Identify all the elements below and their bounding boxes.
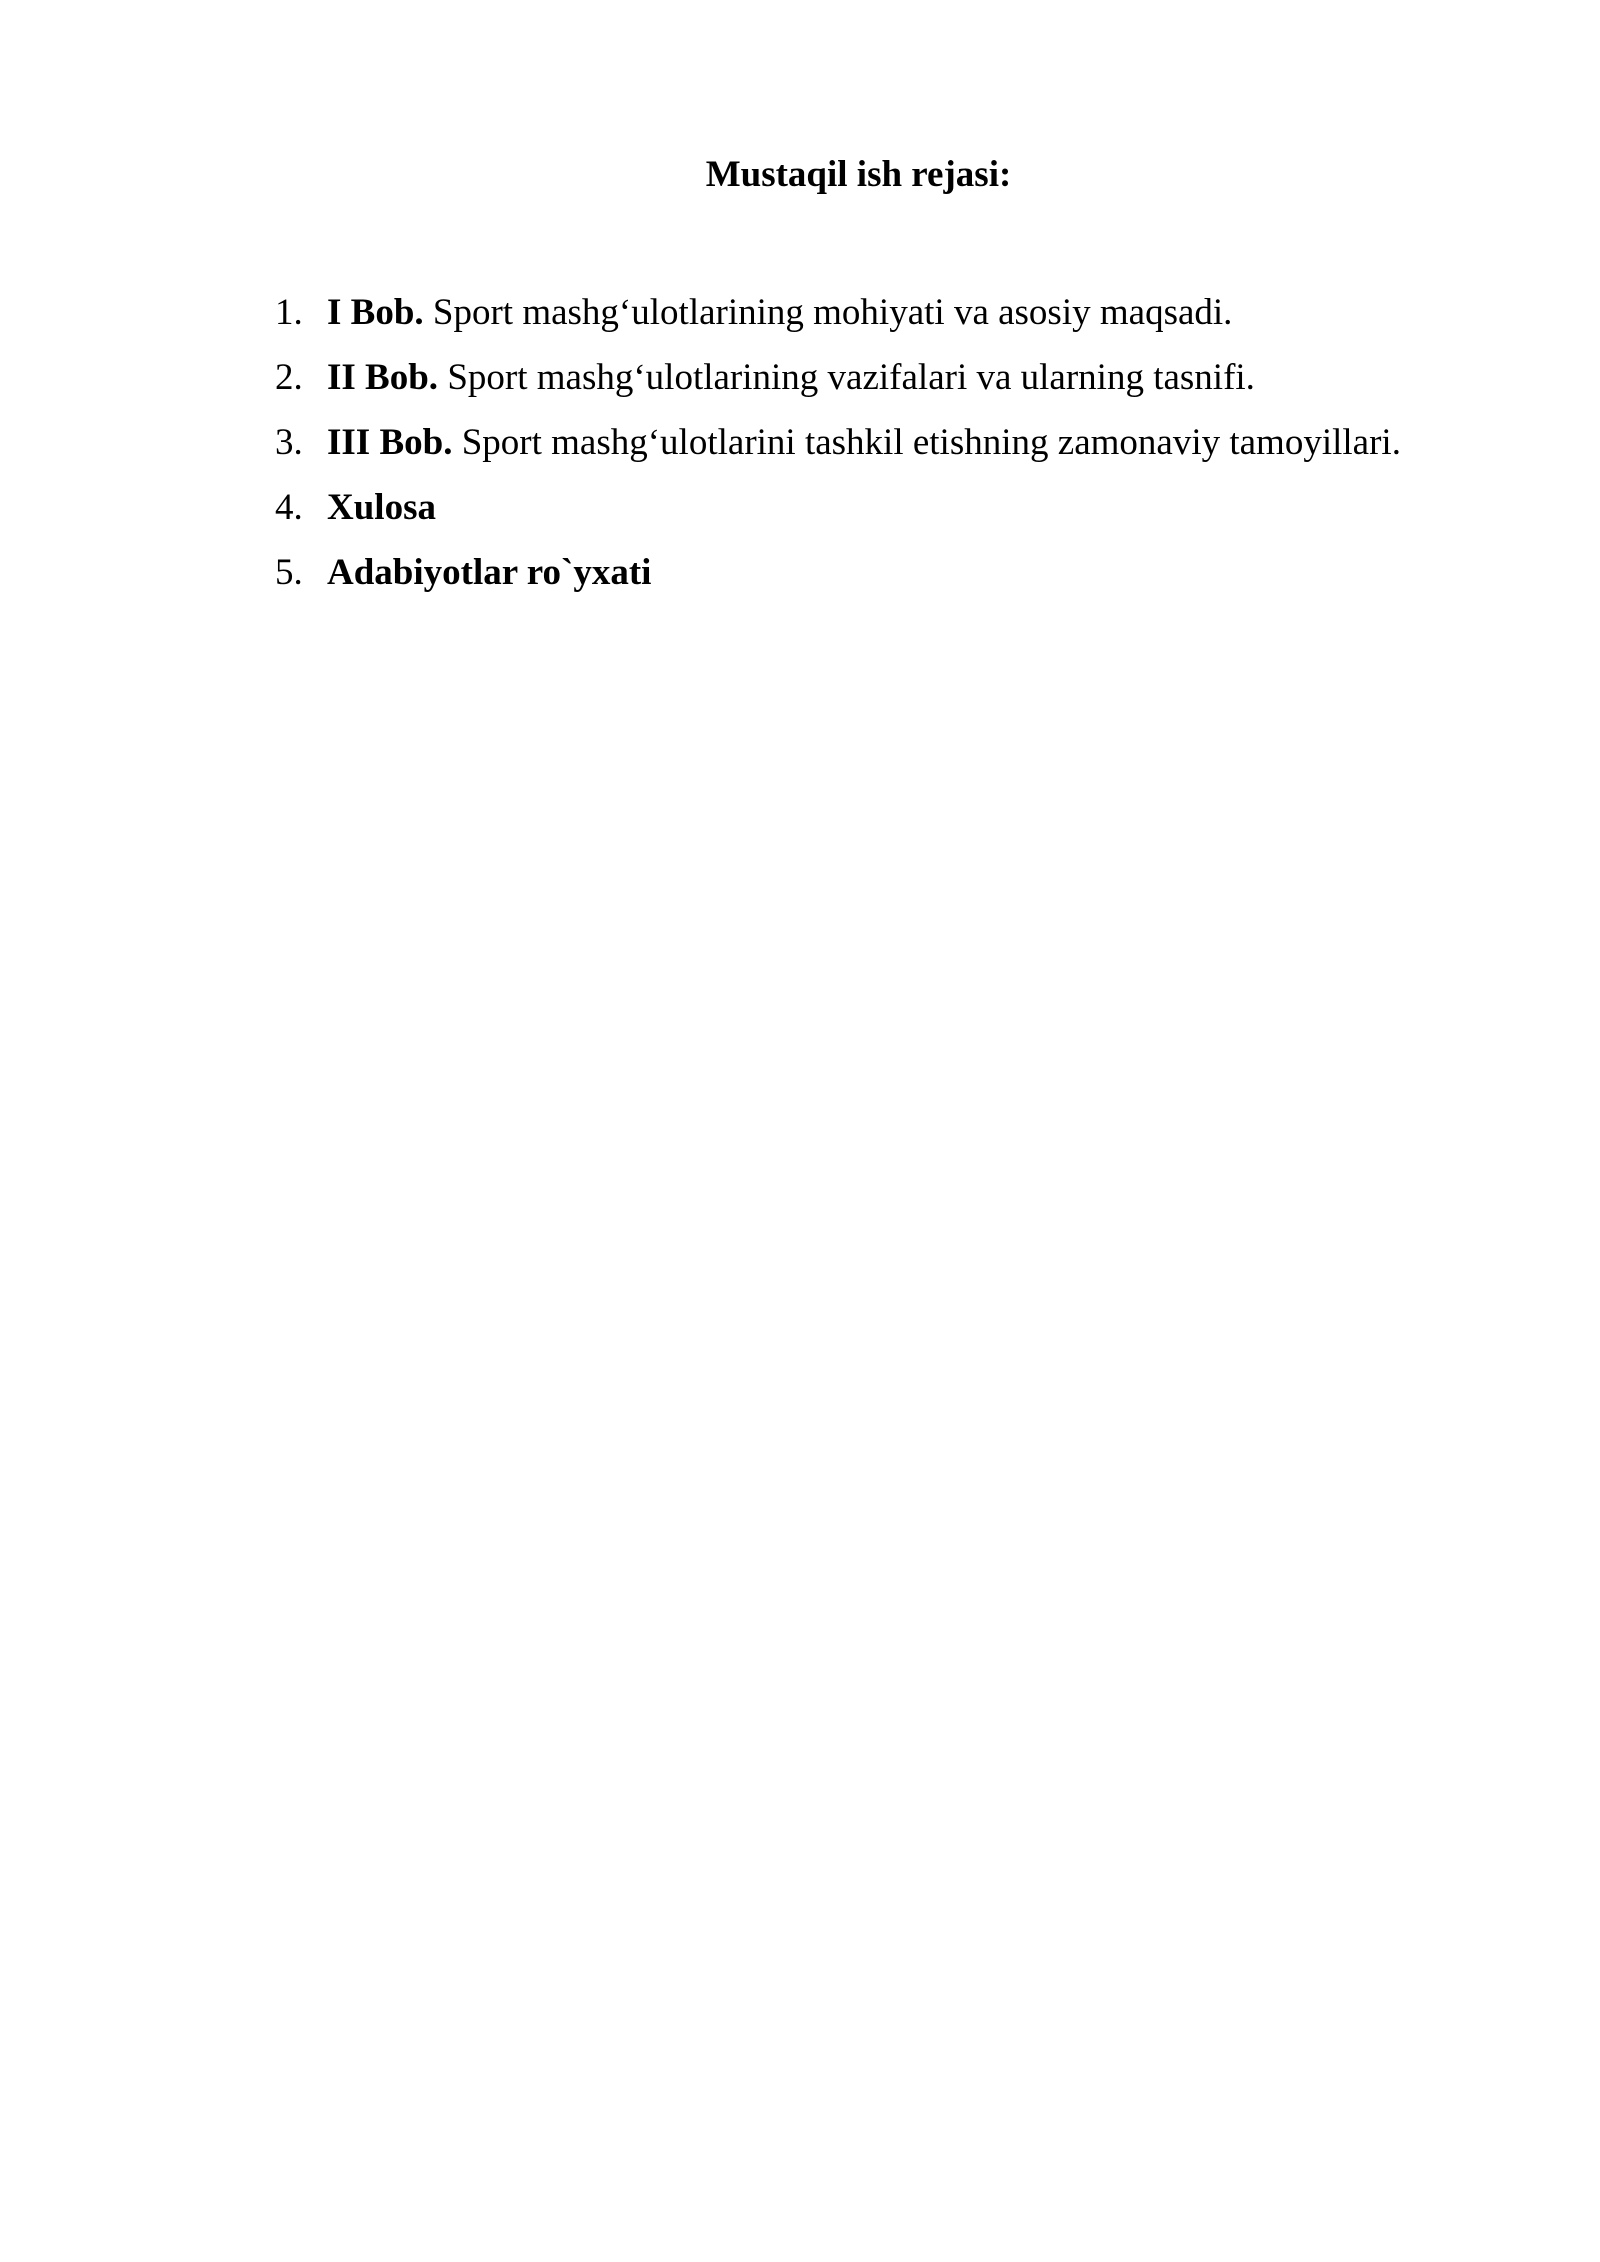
item-number: 3. [275, 422, 303, 463]
item-text: Sport mashg‘ulotlarini tashkil etishning zamonaviy tamoyillari. [452, 422, 1401, 463]
page-title: Mustaqil ish rejasi: [705, 154, 1012, 195]
item-number: 5. [275, 552, 303, 593]
item-heading: Xulosa [327, 487, 436, 528]
item-heading: Adabiyotlar ro`yxati [327, 552, 652, 593]
item-content [327, 410, 1401, 475]
list-item [275, 475, 1401, 540]
item-heading: III Bob. [327, 422, 453, 463]
item-number: 1. [275, 292, 303, 333]
item-heading: I Bob. [327, 292, 424, 333]
item-content [327, 345, 1255, 410]
item-number: 2. [275, 357, 303, 398]
item-text: Sport mashg‘ulotlarining vazifalari va ularning tasnifi. [438, 357, 1255, 398]
plan-list [275, 280, 1401, 605]
item-text: Sport mashg‘ulotlarining mohiyati va asosiy maqsadi. [423, 292, 1233, 333]
list-item [275, 280, 1401, 345]
item-content [327, 540, 651, 605]
list-item [275, 345, 1401, 410]
item-content [327, 280, 1232, 345]
item-number: 4. [275, 487, 303, 528]
item-heading: II Bob. [327, 357, 439, 398]
list-item [275, 540, 1401, 605]
list-item [275, 410, 1401, 475]
item-content [327, 475, 436, 540]
